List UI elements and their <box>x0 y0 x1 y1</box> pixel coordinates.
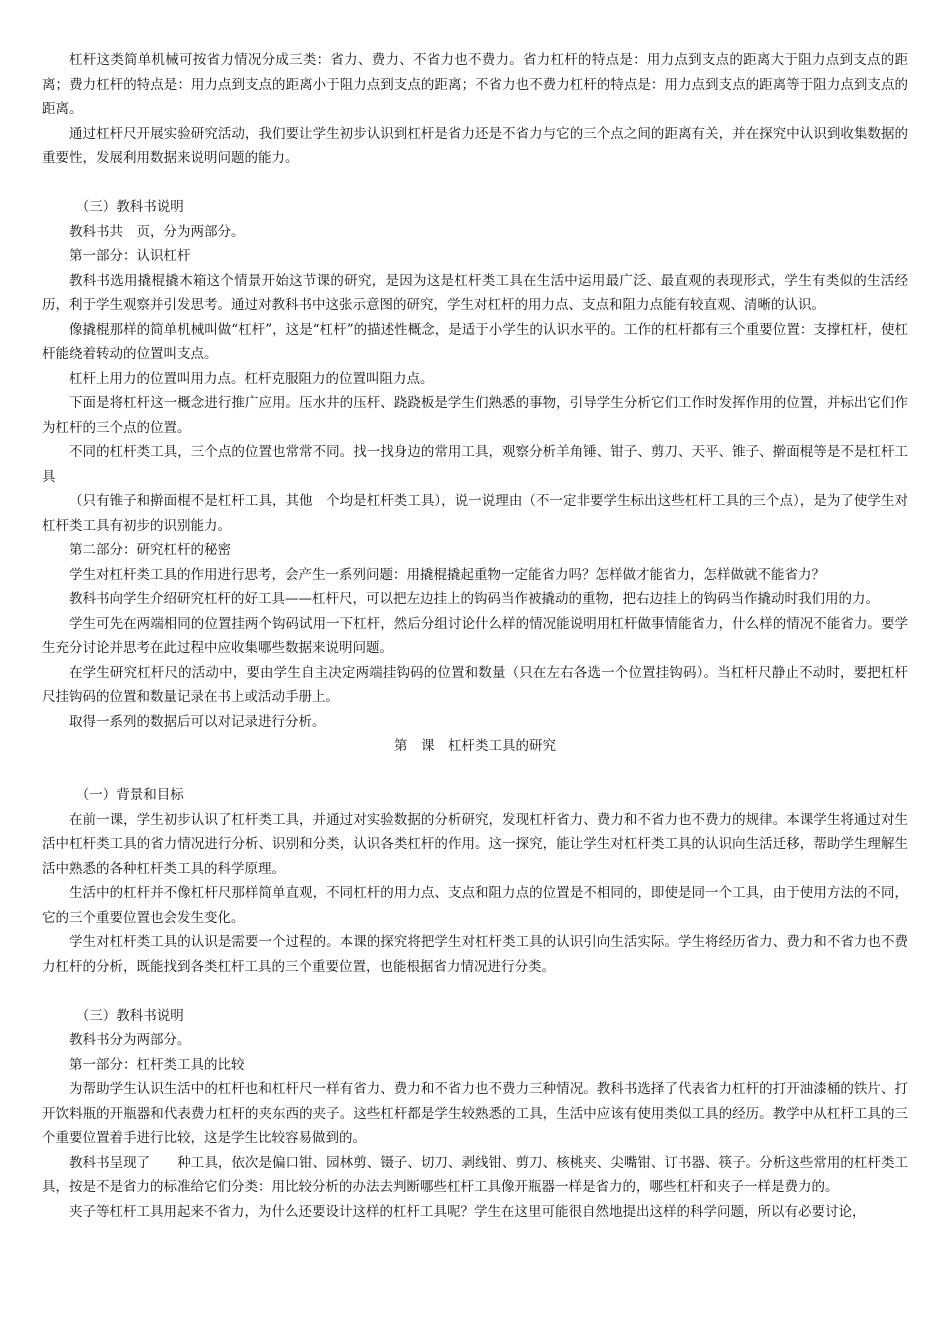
section-heading: （三）教科书说明 <box>75 199 184 215</box>
paragraph: 学生可先在两端相同的位置挂两个钩码试用一下杠杆，然后分组讨论什么样的情况能说明用杠杆做事情能省力，什么样的情况不能省力。要学生充分讨论并思考在此过程中应收集哪些数据来说明问题。 <box>42 615 908 656</box>
paragraph: 教科书选用撬棍撬木箱这个情景开始这节课的研究，是因为这是杠杆类工具在生活中运用最广泛、最直观的表现形式，学生有类似的生活经历，利于学生观察并引发思考。通过对教科书中这张示意图的研究，学生对杠杆的用力点、支点和阻力点能有较直观、清晰的认识。 <box>42 272 908 313</box>
paragraph: 教科书分为两部分。 <box>69 1032 191 1048</box>
paragraph: 在前一课，学生初步认识了杠杆类工具，并通过对实验数据的分析研究，发现杠杆省力、费力和不省力也不费力的规律。本课学生将通过对生活中杠杆类工具的省力情况进行分析、识别和分类，认识各类杠杆的作用。这一探究，能让学生对杠杆类工具的认识向生活迁移，帮助学生理解生活中熟悉的各种杠杆类工具的科学原理。 <box>42 811 908 877</box>
paragraph: 为帮助学生认识生活中的杠杆也和杠杆尺一样有省力、费力和不省力也不费力三种情况。教科书选择了代表省力杠杆的打开油漆桶的铁片、打开饮料瓶的开瓶器和代表费力杠杆的夹东西的夹子。这些杠杆都是学生较熟悉的工具，生活中应该有使用类似工具的经历。教学中从杠杆工具的三个重要位置着手进行比较，这是学生比较容易做到的。 <box>42 1081 908 1146</box>
paragraph: 在学生研究杠杆尺的活动中，要由学生自主决定两端挂钩码的位置和数量（只在左右各选一个位置挂钩码）。当杠杆尺静止不动时，要把杠杆尺挂钩码的位置和数量记录在书上或活动手册上。 <box>42 664 908 705</box>
paragraph: 学生对杠杆类工具的认识是需要一个过程的。本课的探究将把学生对杠杆类工具的认识引向生活实际。学生将经历省力、费力和不省力也不费力杠杆的分析，既能找到各类杠杆工具的三个重要位置，也能根据省力情况进行分类。 <box>42 934 908 975</box>
paragraph: 生活中的杠杆并不像杠杆尺那样简单直观，不同杠杆的用力点、支点和阻力点的位置是不相同的，即使是同一个工具，由于使用方法的不同，它的三个重要位置也会发生变化。 <box>42 885 908 926</box>
paragraph: 不同的杠杆类工具，三个点的位置也常常不同。找一找身边的常用工具，观察分析羊角锤、钳子、剪刀、天平、锥子、擀面棍等是不是杠杆工具 <box>42 444 908 485</box>
paragraph: 杠杆这类简单机械可按省力情况分成三类：省力、费力、不省力也不费力。省力杠杆的特点是：用力点到支点的距离大于阻力点到支点的距离；费力杠杆的特点是：用力点到支点的距离小于阻力点到支点的距离；不省力也不费力杠杆的特点是：用力点到支点的距离等于阻力点到支点的距离。 <box>42 52 908 117</box>
document-page <box>42 48 908 1224</box>
section-heading: （三）教科书说明 <box>75 1007 184 1024</box>
paragraph: 下面是将杠杆这一概念进行推广应用。压水井的压杆、跷跷板是学生们熟悉的事物，引导学生分析它们工作时发挥作用的位置，并标出它们作为杠杆的三个点的位置。 <box>42 395 908 436</box>
paragraph: 教科书呈现了 种工具，依次是偏口钳、园林剪、镊子、切刀、剥线钳、剪刀、核桃夹、尖嘴钳、订书器、筷子。分析这些常用的杠杆类工具，按是不是省力的标准给它们分类：用比较分析的办法去判断哪些杠杆工具像开瓶器一样是省力的，哪些杠杆和夹子一样是费力的。 <box>42 1154 908 1195</box>
paragraph: 学生对杠杆类工具的作用进行思考，会产生一系列问题：用撬棍撬起重物一定能省力吗？怎样做才能省力，怎样做就不能省力？ <box>69 566 825 583</box>
paragraph: 杠杆上用力的位置叫用力点。杠杆克服阻力的位置叫阻力点。 <box>69 370 434 387</box>
paragraph: 夹子等杠杆工具用起来不省力，为什么还要设计这样的杠杆工具呢？学生在这里可能很自然地提出这样的科学问题，所以有必要讨论， <box>69 1203 866 1220</box>
part-heading: 第二部分：研究杠杆的秘密 <box>69 542 231 558</box>
paragraph: 教科书共 页，分为两部分。 <box>69 223 245 240</box>
paragraph: 通过杠杆尺开展实验研究活动，我们要让学生初步认识到杠杆是省力还是不省力与它的三个点之间的距离有关，并在探究中认识到收集数据的重要性，发展利用数据来说明问题的能力。 <box>42 125 908 166</box>
part-heading: 第一部分：认识杠杆 <box>69 248 191 264</box>
paragraph: 像撬棍那样的简单机械叫做“杠杆”，这是“杠杆”的描述性概念，是适于小学生的认识水平的。工作的杠杆都有三个重要位置：支撑杠杆，使杠杆能绕着转动的位置叫支点。 <box>42 321 908 362</box>
part-heading: 第一部分：杠杆类工具的比较 <box>69 1056 245 1073</box>
paragraph: 取得一系列的数据后可以对记录进行分析。 <box>69 713 326 730</box>
paragraph: 教科书向学生介绍研究杠杆的好工具——杠杆尺，可以把左边挂上的钩码当作被撬动的重物，把右边挂上的钩码当作撬动时我们用的力。 <box>69 591 879 607</box>
lesson-title: 第 课 杠杆类工具的研究 <box>394 738 556 754</box>
paragraph: （只有锥子和擀面棍不是杠杆工具，其他 个均是杠杆类工具），说一说理由（不一定非要学生标出这些杠杆工具的三个点），是为了使学生对杠杆类工具有初步的识别能力。 <box>42 493 908 534</box>
section-heading: （一）背景和目标 <box>75 787 184 803</box>
